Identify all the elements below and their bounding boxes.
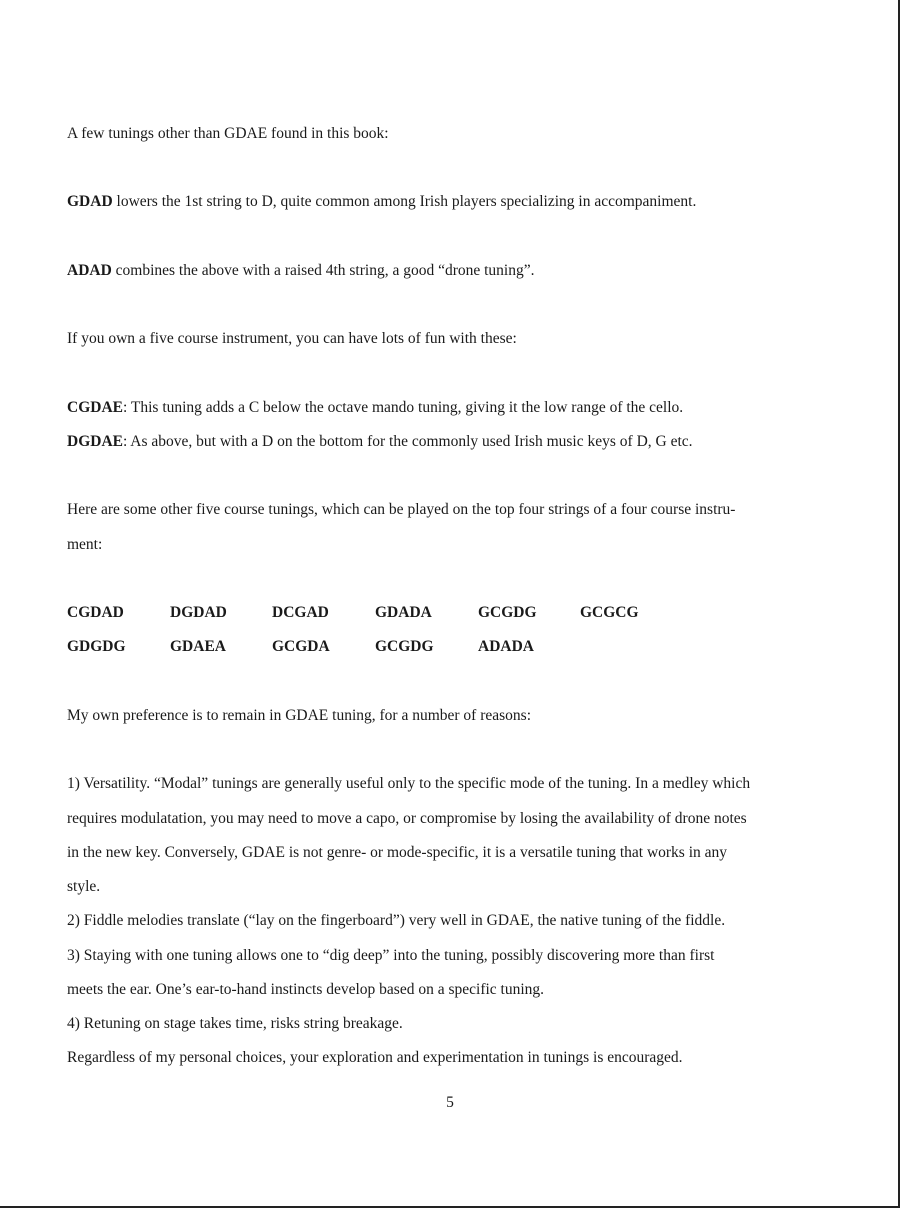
dgdae-description: : As above, but with a D on the bottom for the commonly used Irish music keys of D, G etc. xyxy=(122,433,693,450)
tuning-name: DCGAD xyxy=(272,604,329,621)
tuning-name: GDGDG xyxy=(67,638,126,655)
reason-3-line: 3) Staying with one tuning allows one to “dig deep” into the tuning, possibly discovering more than first xyxy=(67,947,715,964)
gdad-entry xyxy=(67,192,696,212)
tuning-name: GCGDG xyxy=(375,638,434,655)
preference-text: My own preference is to remain in GDAE tuning, for a number of reasons: xyxy=(67,707,532,724)
tuning-name: GCGCG xyxy=(580,604,639,621)
dgdae-name: DGDAE xyxy=(67,433,123,450)
tuning-name: DGDAD xyxy=(170,604,227,621)
five-course-intro: If you own a five course instrument, you can have lots of fun with these: xyxy=(67,330,517,347)
tuning-name: GCGDG xyxy=(478,604,537,621)
reason-2: 2) Fiddle melodies translate (“lay on the fingerboard”) very well in GDAE, the native tuning of the fiddle. xyxy=(67,912,726,929)
dgdae-entry xyxy=(67,432,693,452)
tuning-name: ADADA xyxy=(478,638,534,655)
intro-text: A few tunings other than GDAE found in this book: xyxy=(67,125,389,142)
cgdae-name: CGDAE xyxy=(67,399,123,416)
adad-description: combines the above with a raised 4th string, a good “drone tuning”. xyxy=(111,262,535,279)
reason-1-line: style. xyxy=(67,878,101,895)
cgdae-description: : This tuning adds a C below the octave mando tuning, giving it the low range of the cello. xyxy=(122,399,684,416)
gdad-description: lowers the 1st string to D, quite common among Irish players specializing in accompaniment. xyxy=(112,193,697,210)
gdad-name: GDAD xyxy=(67,193,113,210)
other-tunings-line-1: Here are some other five course tunings, which can be played on the top four strings of a four course instru- xyxy=(67,501,736,518)
adad-entry xyxy=(67,261,534,281)
reason-4: 4) Retuning on stage takes time, risks string breakage. xyxy=(67,1015,403,1032)
closing-text: Regardless of my personal choices, your exploration and experimentation in tunings is encouraged. xyxy=(67,1049,683,1066)
tuning-name: GCGDA xyxy=(272,638,330,655)
page-number: 5 xyxy=(446,1094,454,1111)
cgdae-entry xyxy=(67,398,683,418)
reason-1-line: 1) Versatility. “Modal” tunings are generally useful only to the specific mode of the tuning. In a medley which xyxy=(67,775,751,792)
other-tunings-line-2: ment: xyxy=(67,536,103,553)
tuning-name: CGDAD xyxy=(67,604,124,621)
tuning-name: GDAEA xyxy=(170,638,226,655)
reason-1-line: requires modulatation, you may need to move a capo, or compromise by losing the availability of drone notes xyxy=(67,810,747,827)
tuning-name: GDADA xyxy=(375,604,432,621)
reason-3-line: meets the ear. One’s ear-to-hand instincts develop based on a specific tuning. xyxy=(67,981,545,998)
adad-name: ADAD xyxy=(67,262,112,279)
reason-1-line: in the new key. Conversely, GDAE is not genre- or mode-specific, it is a versatile tuning that works in any xyxy=(67,844,728,861)
